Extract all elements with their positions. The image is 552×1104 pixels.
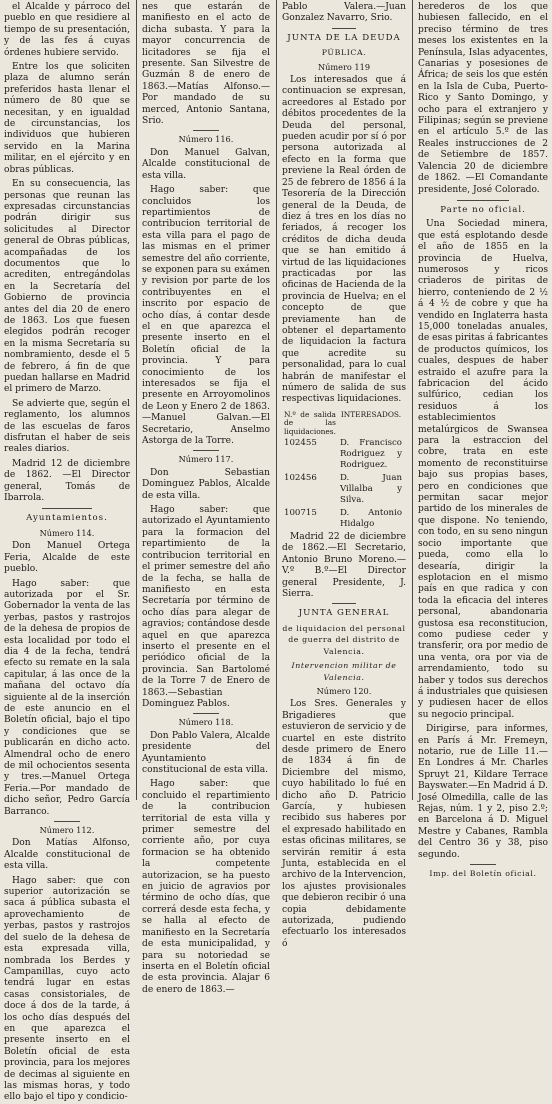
table-cell: 100715 xyxy=(284,508,317,519)
notice-body: Los Sres. Generales y Brigadieres que estuvieron de servicio y de cuartel en este distrito desde primero de Enero de 1834 á fin de Diciembre del mismo, cuyo habilitado lo fué en dicho año D. Patricio García, y hubiesen recibido sus haberes por el expresado habilitado en estas oficinas militares, se servirán remitir á esta Junta, establecida en el archivo de la Intervencion, los ajustes provisionales que debieron recibir ó una copia debidamente autorizada, pudiendo efectuarlo los interesados ó xyxy=(282,699,406,949)
section-italic-heading: Intervencion militar de Valencia. xyxy=(291,661,397,682)
divider xyxy=(193,713,219,714)
column-separator xyxy=(136,0,137,800)
notice-body: Hago saber: que concluido el repartimiento de la contribucion territorial de esta villa y primer semestre del corriente año, por cuya formacion se ha obtenido la competente autorizacion, se ha puesto en juicio de agravios por término de ocho días, que correrá desde esta fecha, y se halla al efecto de manifiesto en la Secretaría de esta municipalidad, y para su notoriedad se inserta en el Boletín oficial de esta provincia. Alajar 6 de enero de 1863.— xyxy=(142,779,270,995)
column-header: INTERESADOS. xyxy=(340,409,402,419)
column-4 xyxy=(418,0,548,879)
notice-number-118: Número 118. xyxy=(178,717,234,728)
paragraph: nes que estarán de manifiesto en el acto de dicha subasta. Y para la mayor concurrencia de licitadores se fija el presente. San Silvestre de Guzmán 8 de enero de 1863.—Matías Alfonso.—Por mandado de su merced, Antonio Santana, Srio. xyxy=(142,2,270,127)
table-cell: D. Francisco Rodriguez y Rodriguez. xyxy=(339,438,402,471)
notice-number-116: Número 116. xyxy=(178,134,234,145)
paragraph: Pablo Valera.—Juan Gonzalez Navarro, Srio. xyxy=(282,2,406,24)
column-separator xyxy=(276,0,277,800)
divider xyxy=(42,508,92,509)
table-cell: D. Antonio Hidalgo xyxy=(339,508,402,530)
divider xyxy=(470,864,496,865)
section-title-parte-no-oficial: Parte no oficial. xyxy=(440,204,526,215)
table-cell: 102455 xyxy=(284,438,317,449)
notice-heading: Don Manuel Ortega Feria, Alcalde de este pueblo. xyxy=(4,541,130,575)
table-cell: D. Juan Villalba y Silva. xyxy=(339,473,402,506)
section-title-ayuntamientos: Ayuntamientos. xyxy=(26,513,108,524)
table-row xyxy=(284,508,404,530)
table-row xyxy=(284,473,404,506)
signature: Madrid 12 de diciembre de 1862. —El Director general, Tomás de Ibarrola. xyxy=(4,458,130,504)
paragraph: En su consecuencia, las personas que reunan las expresadas circunstancias podrán dirigir sus solicitudes al Director general de Obras públicas, acompañadas de los documentos que lo acrediten, entregándolas en la Secretaría del Gobierno de provincia antes del dia 20 de enero de 1863. Los que fuesen elegidos podrán recoger en la misma Secretaría su nombramiento, desde el 5 de febrero, á fin de que puedan hallarse en Madrid el primero de Marzo. xyxy=(4,179,130,395)
paragraph: Una Sociedad minera, que está esplotando desde el año de 1855 en la provincia de Huelva, numerosos y ricos criaderos de piritas de hierro, conteniendo de 2 ½ á 4 ½ de cobre y que ha vendido en Inglaterra hasta 15,000 toneladas anuales, de esas piritas á fabricantes de productos químicos, los cuales, despues de haber estraido el azufre para la fabricacion del ácido sulfúrico, cedian los residuos á los establecimientos metalúrgicos de Swansea para la estraccion del cobre, trata en este momento de reconstituirse bajo sus propias bases, pero en condiciones que permitan sacar mejor partido de los minerales de que dispone. No teniendo, con todo, en su seno ningun socio importante que pueda, como ella lo desearía, dirigir la esplotacion en el mismo país en que radica y con toda la eficacia del interes personal, abandonaria gustosa esa reconstitucion, como pudiese ceder y transferir, ora por medio de una venta, ora por via de arrendamiento, todo su haber y todos sus derechos á industriales que quisiesen y pudiesen hacer de ellos su negocio principal. xyxy=(418,219,548,720)
printer-footer: Imp. del Boletín oficial. xyxy=(429,869,537,879)
creditors-table xyxy=(282,409,406,532)
notice-heading: Don Sebastian Dominguez Pablos, Alcalde de esta villa. xyxy=(142,467,270,501)
divider xyxy=(332,603,357,604)
notice-body: Hago saber: que concluidos los repartimientos de contribucion territorial de esta villa para el pago de las mismas en el primer semestre del año corriente, se exponen para su exámen y revision por parte de los contribuyentes en el inscrito por espacio de ocho días, á contar desde el en que aparezca el presente inserto en el Boletín oficial de la provincia. Y para conocimiento de los interesados se fija el presente en Arroyomolinos de Leon y Enero 2 de 1863. —Manuel Galvan.—El Secretario, Anselmo Astorga de la Torre. xyxy=(142,185,270,447)
column-1 xyxy=(4,0,130,1103)
notice-body: Los interesados que á continuacion se expresan, acreedores al Estado por débitos procedentes de la Deuda del personal, pueden acudir por sí ó por persona autorizada al efecto en la forma que previene la Real órden de 25 de febrero de 1856 á la Tesorería de la Dirección general de la Deuda, de diez á tres en los días no feriados, á recoger los créditos de dicha deuda que se han emitido á virtud de las liquidaciones practicadas por las oficinas de Hacienda de la provincia de Huelva; en el concepto de que previamente han de obtener el departamento de liquidacion la factura que acredite su personalidad, para lo cual habrán de manifestar el número de salida de sus respectivas liquidaciones. xyxy=(282,75,406,405)
paragraph: Entre los que soliciten plaza de alumno serán preferidos hasta llenar el número de 80 que se necesitan, y en igualdad de circunstancias, los individuos que hubieren servido en la Marina militar, en el ejército y en obras públicas. xyxy=(4,62,130,175)
notice-body: Hago saber: que con superior autorización se saca á pública subasta el aprovechamiento de yerbas, pastos y rastrojos del suelo de la dehesa de esta expresada villa, nombrada los Berdes y Campanillas, cuyo acto tendrá lugar en estas casas consistoriales, de doce á dos de la tarde, á los ocho días después del en que aparezca el presente inserto en el Boletín oficial de esta provincia, para los mejores de decimas al siguiente en las mismas horas, y todo ello bajo el tipo y condicio- xyxy=(4,875,130,1103)
notice-number-117: Número 117. xyxy=(178,454,234,465)
notice-number-114: Número 114. xyxy=(39,527,95,538)
notice-number-112: Número 112. xyxy=(39,825,95,836)
paragraph: el Alcalde y párroco del pueblo en que residiere al tiempo de su presentación, y de las fes á cuyas órdenes hubiere servido. xyxy=(4,2,130,58)
section-title-junta-general: JUNTA GENERAL xyxy=(298,608,390,619)
paragraph: Se advierte que, según el reglamento, los alumnos de las escuelas de faros disfrutan el haber de seis reales diarios. xyxy=(4,398,130,455)
notice-body: Hago saber: que autorizado el Ayuntamiento para la formacion del repartimiento de la contribucion territorial en el primer semestre del año de la fecha, se halla de manifiesto en esta Secretaría por término de ocho días para alegar de agravios; contándose desde aquel en que aparezca inserto el presente en el periódico oficial de la provincia. San Bartolomé de la Torre 7 de Enero de 1863.—Sebastian Dominguez Pablos. xyxy=(142,505,270,709)
notice-body: Hago saber: que autorizada por el Sr. Gobernador la venta de las yerbas, pastos y rastrojos de la dehesa de propios de esta localidad por todo el dia 4 de la fecha, tendrá efecto su remate en la sala capitular, á las once de la mañana del octavo día siguiente al de la inserción de este anuncio en el Boletín oficial, bajo el tipo y condiciones que se publicarán en dicho acto. Almendral ocho de enero de mil ochocientos sesenta y tres.—Manuel Ortega Feria.—Por mandado de dicho señor, Pedro García Barranco. xyxy=(4,578,130,817)
notice-heading: Don Pablo Valera, Alcalde presidente del Ayuntamiento constitucional de esta villa. xyxy=(142,730,270,775)
divider xyxy=(332,28,357,29)
section-subtitle: de liquidacion del personal de guerra del distrito de Valencia. xyxy=(282,623,406,656)
column-separator xyxy=(412,0,413,800)
divider xyxy=(54,821,79,822)
notice-number-119: Número 119 xyxy=(317,61,371,72)
signature: Madrid 22 de diciembre de 1862.—El Secretario, Antonio Bruno Moreno.—V.º B.º—El Director general Presidente, J. Sierra. xyxy=(282,532,406,600)
paragraph: Dirigirse, para informes, en París á Mr. Fremeyn, notario, rue de Lille 11.—En Londres á Mr. Charles Spruyt 21, Kildare Terrace Bayswater.—En Madrid á D. José Olmedilla, calle de las Rejas, núm. 1 y 2, piso 2.º; en Barcelona á D. Miguel Mestre y Cabanes, Rambla del Centro 36 y 38, piso segundo. xyxy=(418,724,548,860)
notice-heading: Don Manuel Galvan, Alcalde constitucional de esta villa. xyxy=(142,147,270,181)
table-cell: 102456 xyxy=(284,473,317,484)
table-row xyxy=(284,438,404,471)
notice-heading: Don Matías Alfonso, Alcalde constitucional de esta villa. xyxy=(4,838,130,872)
column-2 xyxy=(142,0,270,995)
divider xyxy=(457,200,509,201)
section-subtitle: PÚBLICA. xyxy=(321,48,367,58)
section-title-junta-deuda: JUNTA DE LA DEUDA xyxy=(287,32,401,43)
column-header: N.º de salida de las liquidaciones. xyxy=(284,409,336,436)
notice-number-120: Número 120. xyxy=(316,685,372,696)
divider xyxy=(193,130,219,131)
paragraph: herederos de los que hubiesen fallecido, en el preciso término de tres meses los existentes en la Península, Islas adyacentes, Canarias y posesiones de África; de seis los que estén en la Isla de Cuba, Puerto-Rico y Santo Domingo, y ocho para el extranjero y Filipinas; según se previene en el artículo 5.º de las Reales instrucciones de 2 de Setiembre de 1857. Valencia 20 de diciembre de 1862. —El Comandante presidente, José Colorado. xyxy=(418,2,548,195)
divider xyxy=(193,450,219,451)
table-header-row xyxy=(284,411,404,436)
column-3 xyxy=(282,0,406,949)
